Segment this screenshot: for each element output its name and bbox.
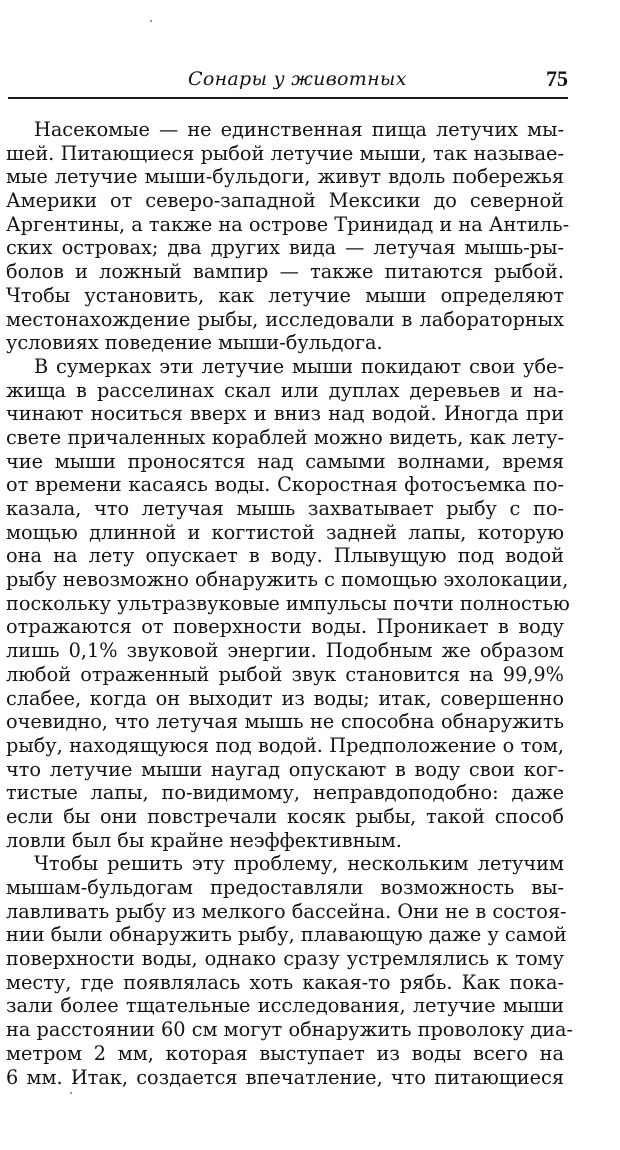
text-line: она на лету опускает в воду. Плывущую под водой bbox=[6, 544, 564, 568]
text-line: Америки от северо-западной Мексики до северной bbox=[6, 189, 564, 213]
text-line: рыбу, находящуюся под водой. Предположение о том, bbox=[6, 733, 564, 757]
text-line: ловли был бы крайне неэффективным. bbox=[6, 828, 402, 852]
text-line: шей. Питающиеся рыбой летучие мыши, так называе- bbox=[6, 141, 564, 165]
text-line: чие мыши проносятся над самыми волнами, время bbox=[6, 449, 564, 473]
header-rule bbox=[8, 97, 568, 99]
text-line: поскольку ультразвуковые импульсы почти полностью bbox=[6, 591, 570, 615]
text-line: условиях поведение мыши-бульдога. bbox=[6, 331, 383, 355]
text-line: зали более тщательные исследования, летучие мыши bbox=[6, 994, 564, 1018]
text-line: казала, что летучая мышь захватывает рыбу с по- bbox=[6, 497, 564, 520]
text-line: чинают носиться вверх и вниз над водой. Иногда при bbox=[6, 402, 564, 426]
text-line: мышам-бульдогам предоставляли возможность вы- bbox=[6, 876, 564, 899]
text-line: Чтобы решить эту проблему, нескольким летучим bbox=[34, 852, 564, 876]
text-line: от времени касаясь воды. Скоростная фотосъемка по- bbox=[6, 473, 564, 497]
text-line: 6 мм. Итак, создается впечатление, что питающиеся bbox=[6, 1065, 564, 1089]
text-line: ских островах; два других вида — летучая мышь-ры- bbox=[6, 236, 564, 260]
text-line: на расстоянии 60 см могут обнаружить проволоку диа- bbox=[6, 1018, 573, 1042]
text-line: лавливать рыбу из мелкого бассейна. Они не в состоя- bbox=[6, 899, 567, 923]
text-line: нии были обнаружить рыбу, плавающую даже у самой bbox=[6, 923, 567, 947]
paragraph bbox=[6, 354, 570, 852]
print-speck bbox=[70, 1092, 72, 1094]
text-line: болов и ложный вампир — также питаются рыбой. bbox=[6, 260, 564, 284]
text-line: свете причаленных кораблей можно видеть, как лету- bbox=[6, 425, 564, 449]
text-line: тистые лапы, по-видимому, неправдоподобно: даже bbox=[6, 781, 564, 805]
text-line: месту, где появлялась хоть какая-то рябь. Как пока- bbox=[6, 970, 564, 994]
text-line: слабее, когда он выходит из воды; итак, совершенно bbox=[6, 686, 564, 710]
text-line: рыбу невозможно обнаружить с помощью эхолокации, bbox=[6, 568, 569, 592]
text-line: лишь 0,1% звуковой энергии. Подобным же образом bbox=[6, 639, 564, 663]
text-line: если бы они повстречали косяк рыбы, такой способ bbox=[6, 804, 564, 828]
running-title: Сонары у животных bbox=[188, 68, 407, 90]
text-line: В сумерках эти летучие мыши покидают свои убе- bbox=[34, 354, 564, 378]
paragraph bbox=[6, 852, 573, 1089]
paragraph bbox=[6, 118, 570, 355]
text-line: мощью длинной и когтистой задней лапы, которую bbox=[6, 520, 564, 544]
text-line: любой отраженный рыбой звук становится на 99,9% bbox=[6, 662, 564, 686]
running-header bbox=[8, 66, 568, 96]
print-speck bbox=[150, 20, 152, 22]
text-line: что летучие мыши наугад опускают в воду свои ког- bbox=[6, 757, 564, 781]
body-text bbox=[6, 118, 573, 1089]
text-line: Аргентины, а также на острове Тринидад и на Антиль- bbox=[6, 212, 570, 236]
text-line: очевидно, что летучая мышь не способна обнаружить bbox=[6, 710, 564, 734]
text-line: местонахождение рыбы, исследовали в лабораторных bbox=[6, 307, 564, 331]
text-line: метром 2 мм, которая выступает из воды всего на bbox=[6, 1041, 564, 1065]
text-line: Насекомые — не единственная пища летучих мы- bbox=[34, 118, 564, 141]
text-line: поверхности воды, однако сразу устремлялись к тому bbox=[6, 947, 564, 971]
text-line: мые летучие мыши-бульдоги, живут вдоль побережья bbox=[6, 165, 564, 189]
text-line: жища в расселинах скал или дуплах деревьев и на- bbox=[6, 378, 564, 402]
page-number: 75 bbox=[546, 66, 568, 91]
text-line: отражаются от поверхности воды. Проникает в воду bbox=[6, 615, 564, 639]
text-line: Чтобы установить, как летучие мыши определяют bbox=[6, 283, 564, 307]
